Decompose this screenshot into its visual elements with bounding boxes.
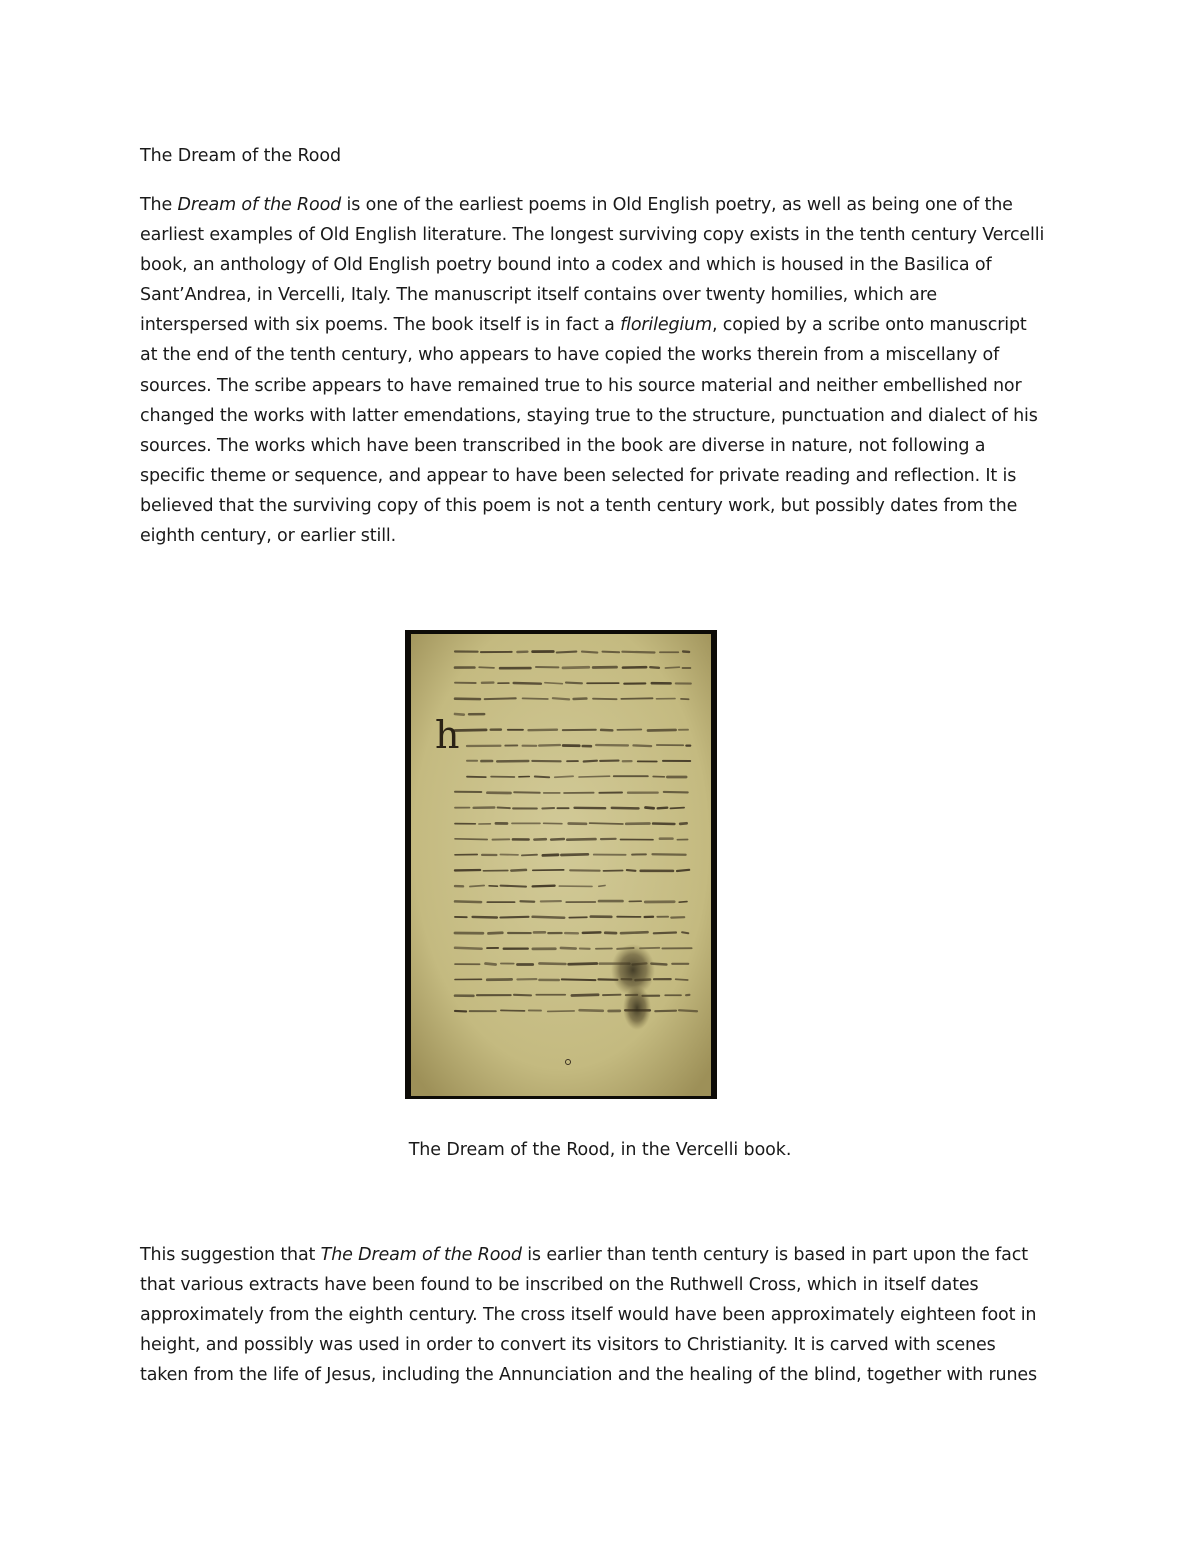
parchment-page xyxy=(411,634,711,1096)
handwriting-stroke xyxy=(500,917,528,918)
paragraph-line: that various extracts have been found to be inscribed on the Ruthwell Cross, which in itself dates xyxy=(140,1275,979,1296)
paragraph-line: approximately from the eighth century. The cross itself would have been approximately eighteen foot in xyxy=(140,1305,1037,1326)
handwriting-stroke xyxy=(489,933,503,934)
handwriting-stroke xyxy=(653,824,674,825)
paragraph-line: Sant’Andrea, in Vercelli, Italy. The manuscript itself contains over twenty homilies, which are xyxy=(140,285,938,306)
handwriting-stroke xyxy=(501,1010,525,1011)
handwriting-stroke xyxy=(501,886,526,887)
handwriting-stroke xyxy=(679,1010,697,1011)
handwriting-stroke xyxy=(455,901,481,902)
handwriting-stroke xyxy=(622,652,654,653)
handwriting-stroke xyxy=(655,1011,676,1012)
document-title: The Dream of the Rood xyxy=(140,146,342,166)
handwriting-stroke xyxy=(551,839,564,840)
paragraph-line: The Dream of the Rood is one of the earliest poems in Old English poetry, as well as being one of the xyxy=(140,195,1013,215)
handwriting-stroke xyxy=(539,745,560,746)
handwriting-stroke xyxy=(648,730,676,731)
handwriting-stroke xyxy=(665,667,679,668)
figure-caption: The Dream of the Rood, in the Vercelli book. xyxy=(408,1140,792,1160)
handwriting-stroke xyxy=(599,886,605,887)
manuscript-image xyxy=(405,630,717,1099)
paragraph-line: specific theme or sequence, and appear to have been selected for private reading and reflection. It is xyxy=(140,465,1017,486)
handwriting-stroke xyxy=(627,870,636,871)
handwriting-stroke xyxy=(514,995,531,996)
handwriting-stroke xyxy=(455,839,487,840)
handwriting-stroke xyxy=(498,808,510,809)
handwriting-stroke xyxy=(677,870,689,871)
handwriting-stroke xyxy=(593,699,617,700)
handwriting-stroke xyxy=(679,902,687,903)
handwriting-stroke xyxy=(561,854,588,855)
handwriting-stroke xyxy=(555,776,573,777)
paragraph-line: taken from the life of Jesus, including the Annunciation and the healing of the blind, together with runes xyxy=(140,1365,1037,1386)
paragraph-line: changed the works with latter emendations, staying true to the structure, punctuation and dialect of his xyxy=(140,405,1038,426)
handwriting-stroke xyxy=(529,730,558,731)
handwriting-stroke xyxy=(455,948,482,949)
handwriting-stroke xyxy=(582,652,597,653)
handwriting-stroke xyxy=(612,808,639,809)
paragraph-line: This suggestion that The Dream of the Rood is earlier than tenth century is based in part upon the fact xyxy=(140,1245,1028,1265)
paragraph-line: sources. The works which have been transcribed in the book are diverse in nature, not following a xyxy=(140,435,986,456)
handwriting-stroke xyxy=(523,698,548,699)
handwriting-stroke xyxy=(572,995,598,996)
paragraph-line: interspersed with six poems. The book itself is in fact a florilegium, copied by a scribe onto manuscript xyxy=(140,315,1027,336)
handwriting-stroke xyxy=(658,808,668,809)
second-paragraph xyxy=(140,1240,1065,1390)
ink-stain xyxy=(623,986,651,1030)
handwriting-stroke xyxy=(561,948,576,949)
handwriting-stroke xyxy=(654,933,676,934)
paragraph-line: book, an anthology of Old English poetry bound into a codex and which is housed in the Basilica of xyxy=(140,255,992,276)
paragraph-line: earliest examples of Old English literature. The longest surviving copy exists in the tenth century Vercelli xyxy=(140,225,1045,246)
handwriting-stroke xyxy=(542,808,554,809)
handwriting-stroke xyxy=(470,886,484,887)
handwriting-stroke xyxy=(535,777,549,778)
paragraph-line: at the end of the tenth century, who appears to have copied the works therein from a miscellany of xyxy=(140,345,1000,366)
handwriting-stroke xyxy=(646,808,654,809)
handwriting-stroke xyxy=(566,683,582,684)
handwriting-stroke xyxy=(590,823,623,824)
handwriting-stroke xyxy=(634,745,652,746)
handwriting-stroke xyxy=(567,839,595,840)
handwriting-stroke xyxy=(583,932,601,933)
handwriting-stroke xyxy=(671,808,685,809)
handwriting-stroke xyxy=(563,667,589,668)
manuscript-illustration xyxy=(405,630,717,1099)
handwriting-stroke xyxy=(545,683,562,684)
handwriting-stroke xyxy=(557,652,577,653)
handwriting-stroke xyxy=(455,1011,466,1012)
handwriting-stroke xyxy=(664,792,688,793)
handwriting-stroke xyxy=(650,667,659,668)
handwriting-stroke xyxy=(479,667,494,668)
handwriting-stroke xyxy=(653,854,686,855)
handwriting-stroke xyxy=(580,1010,603,1011)
handwriting-stroke xyxy=(514,792,540,793)
paragraph-line: eighth century, or earlier still. xyxy=(140,526,397,547)
handwriting-stroke xyxy=(621,698,652,699)
handwriting-stroke xyxy=(601,730,612,731)
handwriting-stroke xyxy=(543,855,558,856)
paragraph-line: sources. The scribe appears to have remained true to his source material and neither embellished nor xyxy=(140,375,1022,396)
handwriting-stroke xyxy=(548,1011,575,1012)
handwriting-stroke xyxy=(539,963,565,964)
handwriting-stroke xyxy=(621,932,648,933)
handwriting-stroke xyxy=(533,886,555,887)
paragraph-line: height, and possibly was used in order to convert its visitors to Christianity. It is carved with scenes xyxy=(140,1335,996,1356)
handwriting-stroke xyxy=(533,917,565,918)
handwriting-stroke xyxy=(485,698,516,699)
handwriting-stroke xyxy=(682,932,688,933)
intro-paragraph xyxy=(140,190,1065,551)
handwriting-stroke xyxy=(514,683,541,684)
handwriting-stroke xyxy=(584,761,597,762)
paragraph-line: believed that the surviving copy of this poem is not a tenth century work, but possibly dates from the xyxy=(140,495,1018,516)
handwriting-stroke xyxy=(569,964,597,965)
handwriting-stroke xyxy=(511,870,526,871)
handwriting-stroke xyxy=(473,917,497,918)
handwriting-stroke xyxy=(574,699,587,700)
handwriting-stroke xyxy=(676,979,688,980)
handwriting-stroke xyxy=(521,901,535,902)
handwriting-stroke xyxy=(553,698,569,699)
handwriting-stroke xyxy=(579,776,610,777)
handwriting-stroke xyxy=(486,964,496,965)
handwriting-stroke xyxy=(680,823,686,824)
handwriting-stroke xyxy=(562,979,596,980)
handwriting-stroke xyxy=(522,855,537,856)
handwriting-stroke xyxy=(603,652,620,653)
illuminated-initial: h xyxy=(435,713,460,757)
handwriting-stroke xyxy=(455,730,486,731)
